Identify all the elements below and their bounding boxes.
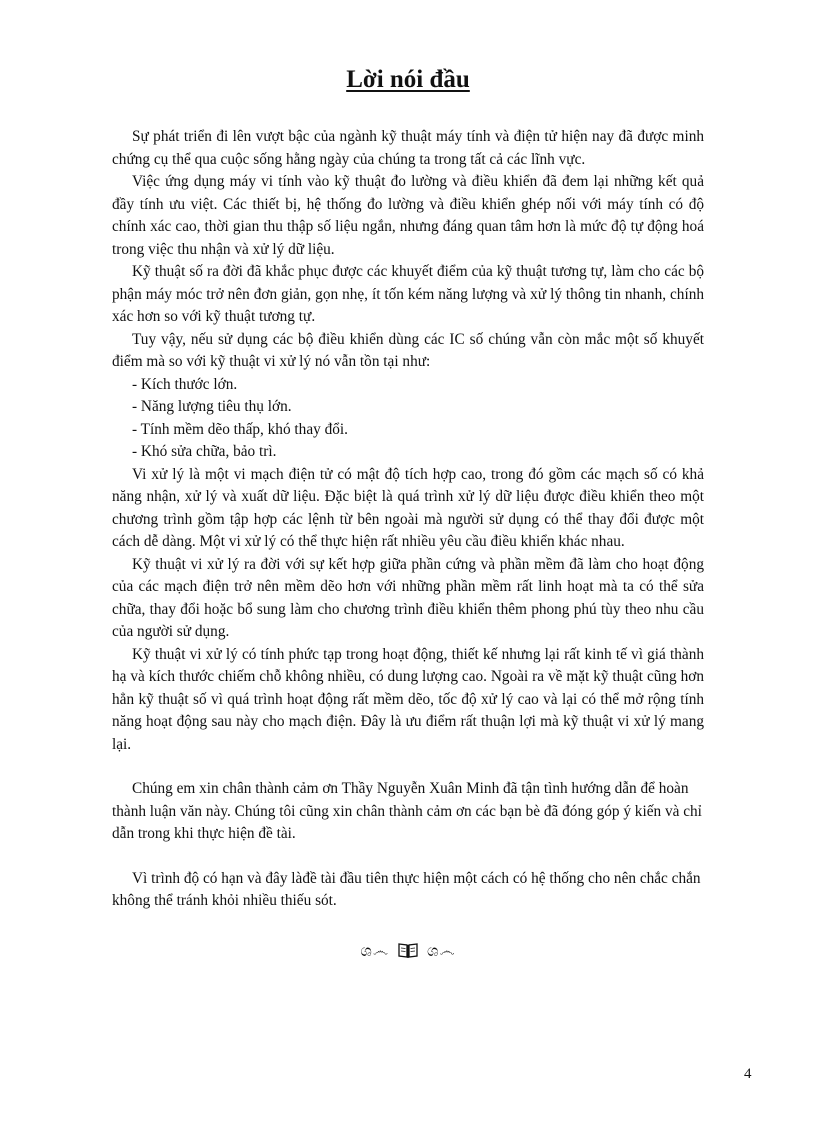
closing-paragraph: Vì trình độ có hạn và đây làđề tài đầu tiên thực hiện một cách có hệ thống cho nên chắc chắn không thể tránh khỏi nhiều thiếu sót.	[112, 869, 701, 909]
list-item: - Năng lượng tiêu thụ lớn.	[132, 398, 292, 415]
paragraph-2: Việc ứng dụng máy vi tính vào kỹ thuật đo lường và điều khiển đã đem lại những kết quả đầy tính ưu việt. Các thiết bị, hệ thống đo lường và điều khiển ghép nối với máy tính có độ chính xác cao, thời gian thu thập số liệu ngắn, nhưng đáng quan tâm hơn là mức độ tự động hoá trong việc thu nhận và xử lý dữ liệu.	[112, 173, 704, 258]
ornament-right: ශ෴	[427, 942, 456, 960]
paragraph-7: Kỹ thuật vi xử lý có tính phức tạp trong hoạt động, thiết kế nhưng lại rất kinh tế vì giá thành hạ và kích thước chiếm chỗ không nhiều, có dung lượng cao. Ngoài ra về mặt kỹ thuật cũng hơn hẳn kỹ thuật số vì quá trình hoạt động rất mềm dẽo, tốc độ xử lý cao và lại có thể mở rộng tính năng hoạt động sau này cho mạch điện. Đây là ưu điểm rất thuận lợi mà kỹ thuật vi xử lý mang lại.	[112, 645, 704, 753]
list-item: - Kích thước lớn.	[132, 375, 238, 393]
paragraph-5: Vi xử lý là một vi mạch điện tử có mật độ tích hợp cao, trong đó gồm các mạch số có khả năng nhận, xử lý và xuất dữ liệu. Đặc biệt là quá trình xử lý dữ liệu được điều khiển theo một chương trình gồm tập hợp các lệnh từ bên ngoài mà người sử dụng có thể thay đổi được một cách dễ dàng. Một vi xử lý có thể thực hiện rất nhiều yêu cầu điều khiển khác nhau.	[112, 465, 704, 550]
paragraph-1: Sự phát triển đi lên vượt bậc của ngành kỹ thuật máy tính và điện tử hiện nay đã được minh chứng cụ thể qua cuộc sống hằng ngày của chúng ta trong tất cả các lĩnh vực.	[112, 128, 704, 168]
section-ornament	[112, 941, 704, 966]
paragraph-4: Tuy vậy, nếu sử dụng các bộ điều khiển dùng các IC số chúng vẫn còn mắc một số khuyết điểm mà so với kỹ thuật vi xử lý nó vẫn tồn tại như:	[112, 330, 704, 370]
acknowledgement-paragraph: Chúng em xin chân thành cảm ơn Thầy Nguyễn Xuân Minh đã tận tình hướng dẫn để hoàn thành luận văn này. Chúng tôi cũng xin chân thành cảm ơn các bạn bè đã đóng góp ý kiến và chỉ dẫn trong khi thực hiện đề tài.	[112, 780, 702, 842]
list-item: - Khó sửa chữa, bảo trì.	[132, 443, 277, 460]
list-item: - Tính mềm dẽo thấp, khó thay đổi.	[132, 420, 348, 438]
page-number: 4	[744, 1066, 752, 1082]
ornament-left: ශ෴	[360, 942, 389, 960]
page-title: Lời nói đầu	[346, 66, 470, 93]
document-page	[112, 60, 704, 966]
spacer	[112, 756, 704, 778]
spacer	[112, 846, 704, 868]
paragraph-3: Kỹ thuật số ra đời đã khắc phục được các khuyết điểm của kỹ thuật tương tự, làm cho các bộ phận máy móc trở nên đơn giản, gọn nhẹ, ít tốn kém năng lượng và xử lý thông tin nhanh, chính xác hơn so với kỹ thuật tương tự.	[112, 263, 704, 325]
paragraph-6: Kỹ thuật vi xử lý ra đời với sự kết hợp giữa phần cứng và phần mềm đã làm cho hoạt động của các mạch điện trở nên mềm dẽo hơn với những phần mềm rất linh hoạt mà ta có thể sửa chữa, thay đổi hoặc bổ sung làm cho chương trình điều khiển thêm phong phú tùy theo nhu cầu của người sử dụng.	[112, 555, 704, 640]
open-book-icon	[398, 942, 418, 966]
